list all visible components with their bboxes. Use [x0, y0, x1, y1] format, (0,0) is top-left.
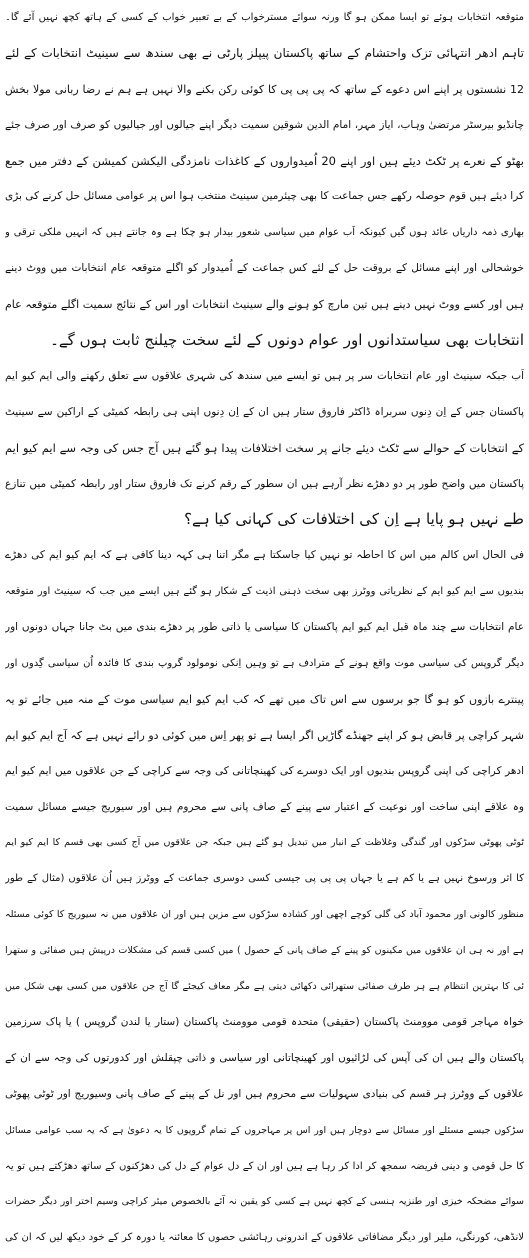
text-line: خوشحالی اور اپنے مسائل کے بروقت حل کے لئے کس جماعت کے اُمیدوار کو اگلے متوقعہ عام انتخابات میں ووٹ دینے: [5, 262, 524, 275]
text-line: پاکستان جس کے اِن دِنوں سربراہ ڈاکٹر فاروق ستار ہیں ان کے اِن دِنوں اپنی ہی رابطہ کمیٹی کے اراکین سے سینیٹ: [5, 405, 524, 418]
text-line: تاہم ادھر انتہائی تزک واحتشام کے ساتھ پاکستان پیپلز پارٹی نے بھی سندھ سے سینیٹ انتخابات کے لئے: [5, 45, 524, 60]
paragraph: [5, 36, 524, 359]
text-line: بندیوں سے ایم کیو ایم کے نظریاتی ووٹرز بھی سخت ذہنی اذیت کے شکار ہو گئے ہیں ایسے میں جب کہ سینیٹ اور متوقعہ: [5, 586, 524, 598]
text-line: ئی کا بہترین انتظام ہے ہر طرف صفائی ستھرائی دکھائی دیتی ہے مگر معاف کیجئے گا آج جن علاقوں میں کسی بھی شکل میں: [5, 981, 524, 993]
text-line: سوائے مضحکہ خیزی اور طنزیہ ہنسی کے کچھ نہیں ہے کسی کو یقین نہ آئے بالخصوص میئر کراچی وسیم اختر اور دیگر حضرات: [5, 1196, 524, 1208]
text-line: خواہ مہاجر قومی موومنٹ پاکستان (حقیقی) متحدہ قومی موومنٹ پاکستان (ستار یا لندن گروپس ) یا پاک سرزمین: [5, 1015, 524, 1028]
text-line: لانڈھی، کورنگی، ملیر اور دیگر مضافاتی علاقوں کے اندرونی رہائشی حصوں کا معائنہ یا دورہ کر کے خود دیکھ لیں کہ ان کی: [5, 1232, 524, 1244]
text-line: پاکستان میں واضح طور پر دو دھڑے نظر آرہے ہیں ان سطور کے رقم کرنے تک فاروق ستار اور رابطہ کمیٹی میں تنازع: [5, 477, 524, 490]
text-line: پاکستان والے ہیں ان کی آپس کی لڑائیوں اور کھینچاتانی اور سیاسی و ذاتی چپقلش اور کدورتوں کی وجہ سے ان کے: [5, 1051, 524, 1064]
text-line: ہیں اور کسے ووٹ نہیں دینے ہیں تین مارچ کو ہونے والے سینیٹ انتخابات اور اس کے نتائج سمیت اگلے متوقعہ عام: [5, 298, 524, 312]
text-line: عام انتخابات سے چند ماہ قبل ایم کیو ایم پاکستان کا سیاسی یا ذاتی طور پر دھڑے بندی میں بٹ جانا جہاں دونوں اور: [5, 621, 524, 634]
text-line: پینترے بازوں کو ہو گا جو برسوں سے اس تاک میں تھے کہ کب ایم کیو ایم سیاسی موت کے منہ میں جائے تو یہ: [5, 692, 524, 706]
text-line: ادھر کراچی کی اپنی گروپس بندیوں اور ایک دوسرے کی کھینچاتانی کی وجہ سے کراچی کے جن علاقوں میں ایم کیو ایم: [5, 764, 524, 777]
text-line: چانڈیو بیرسٹر مرتضیٰ وہاب، ایاز مہر، امام الدین شوقین سمیت دیگر اپنے جیالوں اور جیالیوں کو صرف اور صرف جئے: [5, 118, 524, 131]
text-line: منظور کالونی اور محمود آباد کی گلی کوچے اچھی اور کشادہ سڑکوں سے مزین ہیں اور ان علاقوں میں نہ سیوریج کا کوئی مسئلہ: [5, 909, 524, 921]
text-line: ٹوٹی پھوٹی سڑکوں اور گندگی وغلاظت کے انبار میں تبدیل ہو گئے ہیں جبکہ جن علاقوں میں آج کسی بھی قسم کا ایم کیو ایم: [5, 837, 524, 849]
text-line: کا حل قومی و دینی فریضہ سمجھ کر ادا کر رہا ہے ہیں اور ان کے دل عوام کے دل کی دھڑکنوں کے ساتھ دھڑکتے ہیں تو یہ: [5, 1160, 524, 1172]
text-line: بھاری ذمہ داریاں عائد ہوں گیں کیونکہ اَب عوام میں سیاسی شعور بیدار ہو چکا ہے وہ جانتے ہیں کہ انہیں ملکی ترقی و: [5, 227, 524, 239]
text-line: کرا دیئے ہیں قوم حوصلہ رکھے جس جماعت کا بھی چیئرمین سینیٹ منتخب ہوا اس پر عوامی مسائل حل کرنے کی بڑی: [5, 190, 524, 203]
text-line: شہر کراچی پر قابض ہو کر اپنے جھنڈے گاڑیں اگر ایسا ہے تو پھر اِس میں کوئی دو رائے نہیں ہے کہ آج ایم کیو ایم: [5, 728, 524, 742]
text-line: ہے اور نہ ہی ان علاقوں میں مکینوں کو پینے کے صاف پانی کے حصول ) میں کسی قسم کی مشکلات درپیش ہیں صفائی و ستھرا: [5, 945, 524, 957]
text-line: کے انتخابات کے حوالے سے ٹکٹ دیئے جانے پر سخت اختلافات پیدا ہو گئے ہیں آج جس کی وجہ سے ایم کیو ایم: [5, 440, 524, 455]
text-line: فی الحال اس کالم میں اس کا احاطہ تو نہیں کیا جاسکتا ہے مگر اتنا ہی کہہ دینا کافی ہے کہ ایم کیو ایم کی دھڑے: [5, 549, 524, 562]
paragraph: [5, 0, 524, 36]
text-line: علاقوں کے ووٹرز ہر قسم کی بنیادی سہولیات سے محروم ہیں اور نل کے پینے کے صاف پانی وسیوریج اور ٹوٹی پھوٹی: [5, 1087, 524, 1100]
text-line: دیگر گروپس کی سیاسی موت واقع ہونے کے مترادف ہے تو وہیں اِنکی نومولود گروپ بندی کا فائدہ اُن سیاسی گِدوں اور: [5, 658, 524, 670]
paragraph: [5, 538, 524, 1256]
text-line: 12 نشستوں پر اپنے اس دعوے کے ساتھ کہ پی پی پی کا کوئی رکن بکنے والا نہیں ہے ہم نے رضا ربانی مولا بخش: [5, 82, 524, 96]
text-line: طے نہیں ہو پایا ہے اِن کی اختلافات کی کہانی کیا ہے؟: [184, 510, 524, 529]
text-line: اَب جبکہ سینیٹ اور عام انتخابات سر پر ہیں تو ایسے میں سندھ کی شہری علاقوں سے تعلق رکھنے والی ایم کیو ایم: [5, 369, 524, 382]
text-line: بھٹو کے نعرے پر ٹکٹ دیئے ہیں اور اپنے 20 اُمیدواروں کے کاغذات نامزدگی الیکشن کمیشن کے دفتر میں جمع: [5, 153, 524, 168]
text-line: انتخابات بھی سیاستدانوں اور عوام دونوں کے لئے سخت چیلنج ثابت ہوں گے۔: [50, 331, 524, 350]
text-line: سڑکوں جیسے مسئلے اور مسائل سے دوچار ہیں اور اس پر مہاجروں کے تمام گروپوں کا یہ دعویٰ ہے کہ یہ سب عوامی مسائل: [5, 1124, 524, 1136]
text-line: وہ علاقے اپنی ساخت اور نوعیت کے اعتبار سے پینے کے صاف پانی سے محروم ہیں اور سیوریج جیسے مسائل سمیت: [5, 800, 524, 813]
text-line: کا اثر ورسوخ نہیں ہے یا کم ہے یا جہاں پی پی پی جیسی کسی دوسری جماعت کے ووٹرز ہیں اُن علاقوں (مثال کے طور: [5, 873, 524, 885]
paragraph: [5, 359, 524, 538]
text-line: متوقعہ انتخابات ہوئے تو ایسا ممکن ہو گا ورنہ سوائے مسترخواب کے بے تعبیر خواب کے کسی کے ہاتھ کچھ نہیں آئے گا۔: [5, 12, 524, 23]
